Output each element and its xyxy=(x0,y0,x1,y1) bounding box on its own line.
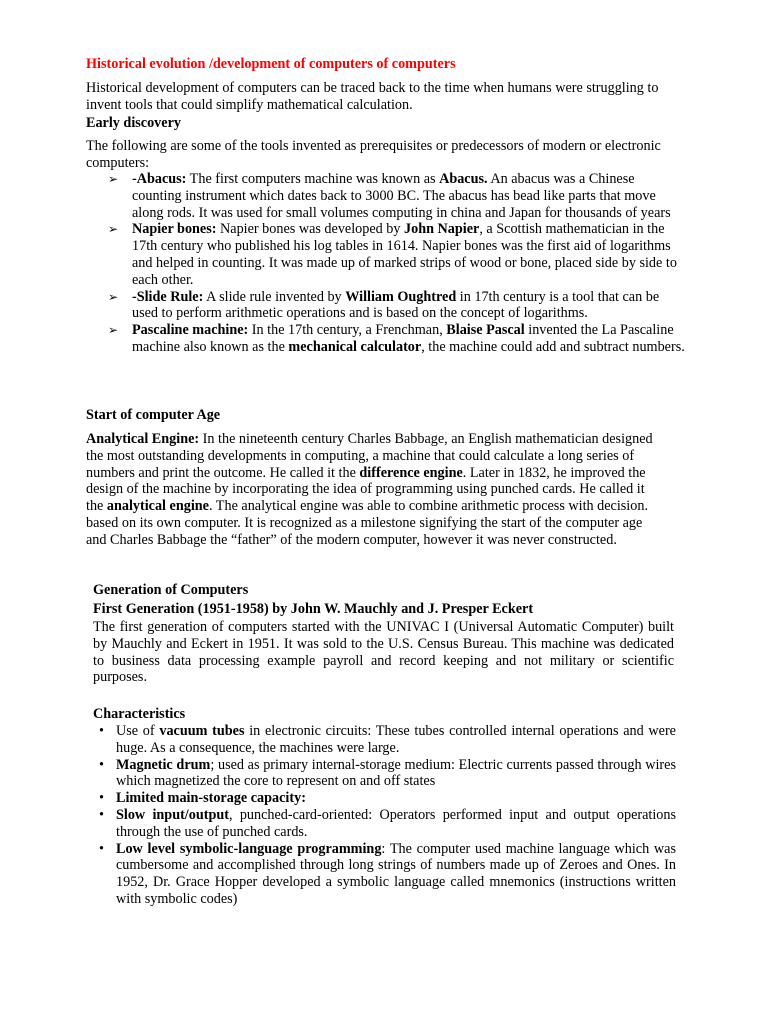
bullet-icon: • xyxy=(99,806,104,823)
early-discovery-item xyxy=(86,221,686,288)
early-discovery-heading: Early discovery xyxy=(86,115,181,131)
list-item-text: Limited main-storage capacity: xyxy=(116,790,306,807)
characteristic-item xyxy=(86,757,676,791)
list-item-text: Pascaline machine: In the 17th century, a Frenchman, Blaise Pascal invented the La Pascaline machine also known as the mechanical calculator, the machine could add and subtract numbers. xyxy=(132,322,685,355)
list-item-text: Use of vacuum tubes in electronic circuits: These tubes controlled internal operations and were huge. As a consequence, the machines were large. xyxy=(116,723,676,756)
list-item-text: Low level symbolic-language programming: The computer used machine language which was cumbersome and accomplished through long strings of numbers made up of Zeroes and Ones. In 1952, Dr. Grace Hopper developed a symbolic language called mnemonics (instructions written with symbolic codes) xyxy=(116,840,676,907)
list-item-text: -Slide Rule: A slide rule invented by William Oughtred in 17th century is a tool that can be used to perform arithmetic operations and is based on the concept of logarithms. xyxy=(132,288,660,322)
bullet-icon: ➢ xyxy=(108,172,119,186)
bullet-icon: ➢ xyxy=(108,222,119,237)
bullet-icon: • xyxy=(99,840,104,857)
characteristics-list xyxy=(86,723,676,908)
bullet-icon: • xyxy=(99,790,104,807)
analytical-engine-paragraph: Analytical Engine: In the nineteenth century Charles Babbage, an English mathematician designed the most outstanding developments in computing, a machine that could calculate a long series of numbers and print the outcome. He called it the difference engine. Later in 1832, he improved the design of the machine by incorporating the idea of programming using punched cards. He called it the analytical engine. The analytical engine was able to combine arithmetic process with decision. based on its own computer. It is recognized as a milestone signifying the start of the computer age and Charles Babbage the “father” of the modern computer, however it was never constructed. xyxy=(86,431,653,548)
list-item-text: Napier bones: Napier bones was developed by John Napier, a Scottish mathematician in the 17th century who published his log tables in 1614. Napier bones was the first aid of logarithms and helped in counting. It was made up of marked strips of wood or bone, placed side by side to each other. xyxy=(132,221,677,288)
bullet-icon: ➢ xyxy=(108,323,119,338)
first-generation-paragraph: The first generation of computers started with the UNIVAC I (Universal Automatic Computer) built by Mauchly and Eckert in 1951. It was sold to the U.S. Census Bureau. This machine was dedicated to business data processing example payroll and record keeping and not military or scientific purposes. xyxy=(93,619,674,686)
early-discovery-item xyxy=(86,289,686,323)
characteristic-item xyxy=(86,723,676,757)
characteristic-item xyxy=(86,790,676,807)
list-item-text: Slow input/output, punched-card-oriented: Operators performed input and output operations through the use of punched cards. xyxy=(116,806,676,840)
intro-paragraph: Historical development of computers can be traced back to the time when humans were struggling to invent tools that could simplify mathematical calculation. xyxy=(86,80,659,113)
document-title: Historical evolution /development of computers of computers xyxy=(86,56,456,72)
bullet-icon: • xyxy=(99,723,104,739)
early-discovery-item xyxy=(86,171,686,221)
list-item-text: Magnetic drum; used as primary internal-storage medium: Electric currents passed through wires which magnetized the core to represent on and off states xyxy=(116,756,676,790)
characteristics-heading: Characteristics xyxy=(93,706,186,722)
list-item-text: -Abacus: The first computers machine was known as Abacus. An abacus was a Chinese counting instrument which dates back to 3000 BC. The abacus has bead like parts that move along rods. It was used for small volumes computing in china and Japan for thousands of years xyxy=(132,171,671,221)
characteristic-item xyxy=(86,807,676,841)
characteristic-item xyxy=(86,841,676,908)
early-discovery-intro: The following are some of the tools invented as prerequisites or predecessors of modern or electronic computers: xyxy=(86,138,661,171)
bullet-icon: ➢ xyxy=(108,289,119,304)
early-discovery-item xyxy=(86,322,686,356)
computer-age-heading: Start of computer Age xyxy=(86,407,221,423)
first-generation-heading: First Generation (1951-1958) by John W. Mauchly and J. Presper Eckert xyxy=(93,601,534,617)
generation-heading: Generation of Computers xyxy=(93,582,249,598)
bullet-icon: • xyxy=(99,756,104,773)
early-discovery-list xyxy=(86,171,686,356)
